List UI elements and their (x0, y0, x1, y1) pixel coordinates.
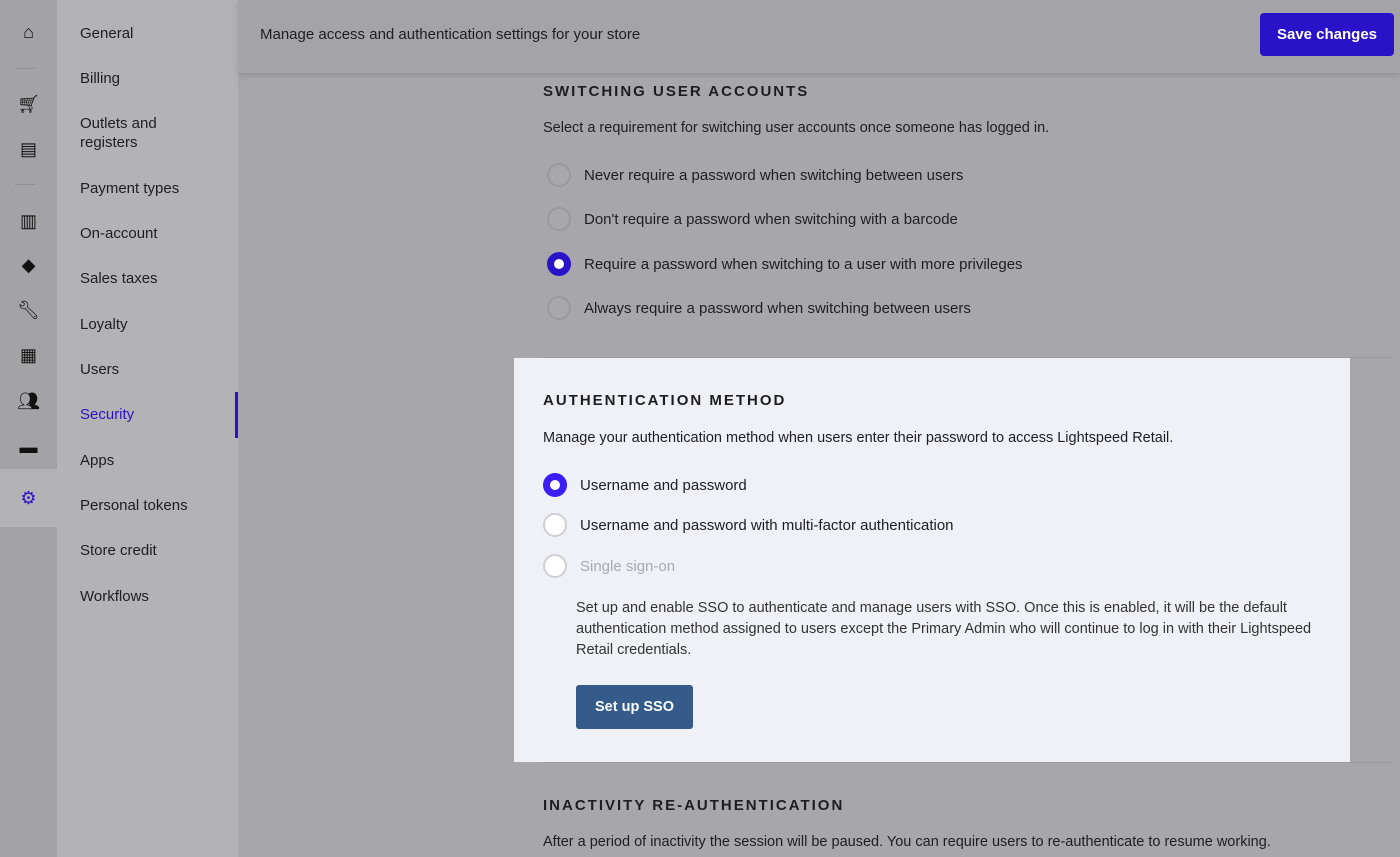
save-changes-button[interactable]: Save changes (1260, 13, 1394, 56)
radio-selected[interactable] (547, 252, 571, 276)
option-label: Never require a password when switching between users (584, 166, 964, 184)
option-label: Username and password with multi-factor authentication (580, 516, 954, 534)
radio[interactable] (547, 296, 571, 320)
radio (543, 554, 567, 578)
customers-icon[interactable]: 👥︎ (17, 390, 40, 411)
switching-option[interactable] (547, 163, 963, 187)
setup-sso-button[interactable]: Set up SSO (576, 685, 693, 729)
tag-icon[interactable]: ◆ (21, 254, 36, 275)
radio[interactable] (543, 513, 567, 537)
sidebar-item-users[interactable]: Users (80, 361, 120, 378)
inventory-icon[interactable]: ▦ (19, 344, 37, 365)
sidebar-item-store-credit[interactable]: Store credit (80, 542, 157, 559)
sidebar-item-general[interactable]: General (80, 25, 134, 42)
auth-option[interactable] (543, 513, 954, 537)
inactivity-title: INACTIVITY RE-AUTHENTICATION (543, 797, 845, 814)
catalog-icon[interactable]: ▤ (19, 138, 37, 159)
switching-option[interactable] (547, 296, 971, 320)
active-indicator (235, 392, 238, 438)
sidebar-item-payment-types[interactable]: Payment types (80, 180, 180, 197)
radio-selected[interactable] (543, 473, 567, 497)
divider (543, 762, 1392, 763)
option-label: Require a password when switching to a user with more privileges (584, 255, 1023, 273)
sidebar-item-security[interactable]: Security (80, 406, 135, 423)
radio[interactable] (547, 163, 571, 187)
sidebar-item-personal-tokens[interactable]: Personal tokens (80, 497, 188, 514)
page-header (238, 0, 1400, 73)
radio[interactable] (547, 207, 571, 231)
page-title: Manage access and authentication settings for your store (260, 26, 641, 43)
sidebar-item-sales-taxes[interactable]: Sales taxes (80, 270, 158, 287)
reports-icon[interactable]: ▥ (19, 210, 37, 231)
sidebar-item-workflows[interactable]: Workflows (80, 588, 149, 605)
wrench-icon[interactable]: 🔧︎ (17, 299, 40, 320)
auth-title: AUTHENTICATION METHOD (543, 392, 787, 409)
option-label: Username and password (580, 476, 747, 494)
switching-option[interactable] (547, 252, 1023, 276)
option-label: Always require a password when switching between users (584, 299, 971, 317)
switching-title: SWITCHING USER ACCOUNTS (543, 83, 810, 100)
wallet-icon[interactable]: ▬ (19, 436, 38, 457)
sidebar-item-apps[interactable]: Apps (80, 452, 115, 469)
switching-desc: Select a requirement for switching user accounts once someone has logged in. (543, 120, 1050, 136)
gear-icon[interactable]: ⚙ (0, 469, 57, 527)
authentication-section (514, 358, 1350, 762)
auth-option-disabled (543, 554, 675, 578)
sidebar-item-outlets[interactable]: Outlets and registers (80, 115, 157, 151)
inactivity-desc: After a period of inactivity the session will be paused. You can require users to re-authenticate to resume working. (543, 834, 1271, 850)
sidebar-item-billing[interactable]: Billing (80, 70, 121, 87)
sso-desc: Set up and enable SSO to authenticate and manage users with SSO. Once this is enabled, it will be the default authentication method assigned to users except the Primary Admin who will continue to log in with their Lightspeed Retail credentials. (576, 600, 1312, 658)
sidebar-item-on-account[interactable]: On-account (80, 225, 158, 242)
divider (15, 184, 35, 185)
sidebar-item-loyalty[interactable]: Loyalty (80, 316, 128, 333)
icon-rail (0, 0, 57, 857)
option-label: Single sign-on (580, 557, 676, 575)
option-label: Don't require a password when switching with a barcode (584, 210, 958, 228)
auth-desc: Manage your authentication method when users enter their password to access Lightspeed Retail. (543, 430, 1174, 446)
auth-option[interactable] (543, 473, 747, 497)
divider (15, 68, 35, 69)
switching-option[interactable] (547, 207, 958, 231)
home-icon[interactable]: ⌂ (23, 21, 34, 42)
settings-sidebar (57, 0, 238, 857)
cart-icon[interactable]: 🛒︎ (17, 93, 40, 114)
